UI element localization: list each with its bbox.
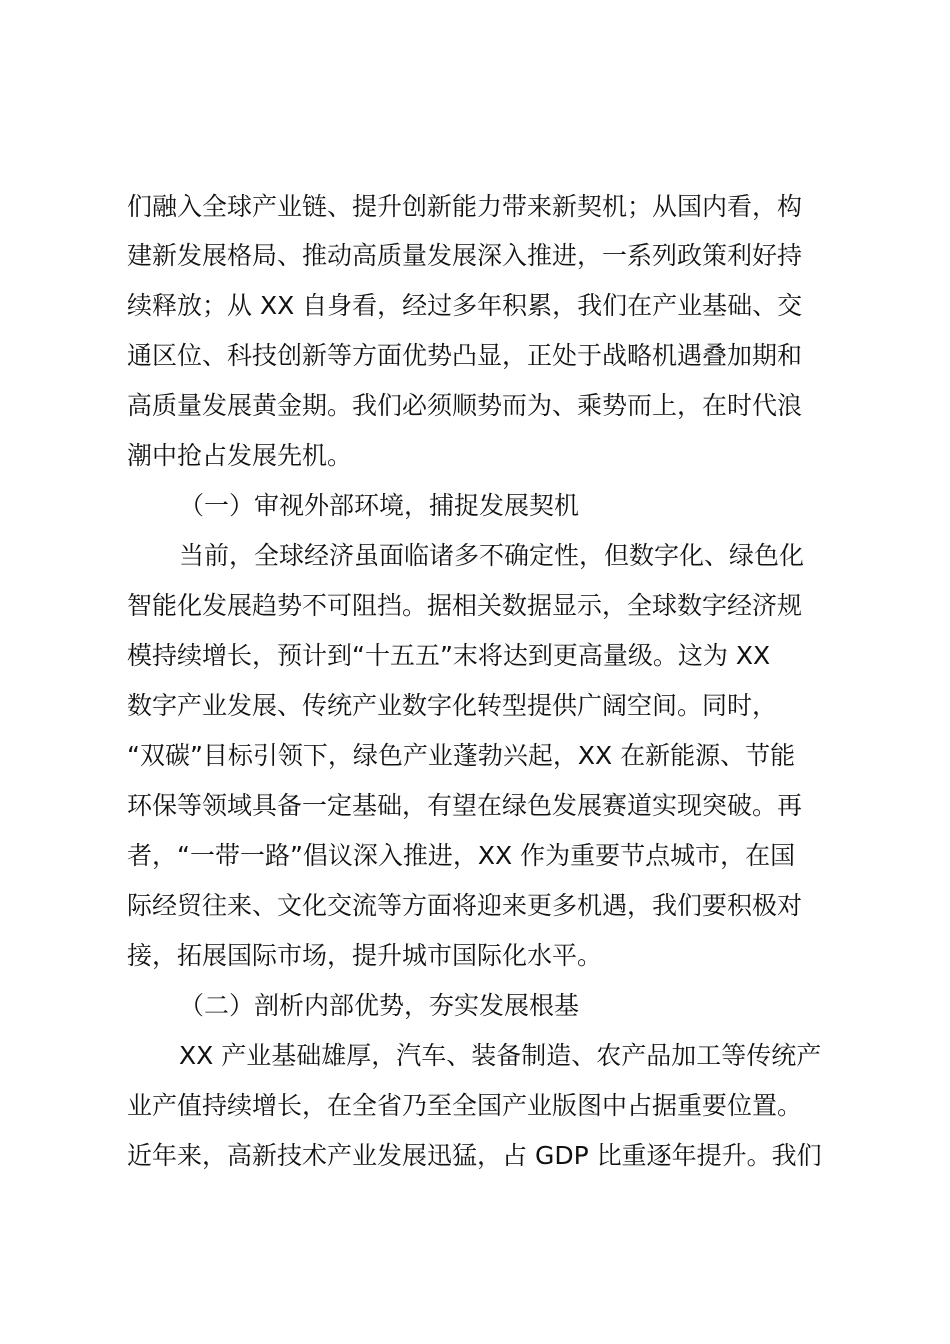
paragraph-line: 潮中抢占发展先机。 [127, 441, 353, 470]
paragraph-line: 当前，全球经济虽面临诸多不确定性，但数字化、绿色化 [179, 541, 805, 570]
paragraph-line: 近年来，高新技术产业发展迅猛，占 GDP 比重逐年提升。我们 [127, 1141, 822, 1170]
section-heading-1: （一）审视外部环境，捕捉发展契机 [179, 491, 580, 520]
paragraph-line: 际经贸往来、文化交流等方面将迎来更多机遇，我们要积极对 [127, 891, 803, 920]
paragraph-line: “双碳”目标引领下，绿色产业蓬勃兴起，XX 在新能源、节能 [127, 741, 796, 770]
paragraph-line: 者，“一带一路”倡议深入推进，XX 作为重要节点城市，在国 [127, 841, 796, 870]
paragraph-line: 续释放；从 XX 自身看，经过多年积累，我们在产业基础、交 [127, 291, 803, 320]
paragraph-line: 们融入全球产业链、提升创新能力带来新契机；从国内看，构 [127, 192, 803, 221]
paragraph-line: 数字产业发展、传统产业数字化转型提供广阔空间。同时， [127, 691, 778, 720]
paragraph-line: 环保等领域具备一定基础，有望在绿色发展赛道实现突破。再 [127, 791, 803, 820]
section-heading-2: （二）剖析内部优势，夯实发展根基 [179, 991, 580, 1020]
paragraph-line: 建新发展格局、推动高质量发展深入推进，一系列政策利好持 [127, 241, 803, 270]
paragraph-line: 接，拓展国际市场，提升城市国际化水平。 [127, 941, 603, 970]
paragraph-line: 模持续增长，预计到“十五五”末将达到更高量级。这为 XX [127, 641, 771, 670]
paragraph-line: XX 产业基础雄厚，汽车、装备制造、农产品加工等传统产 [179, 1041, 822, 1070]
paragraph-line: 通区位、科技创新等方面优势凸显，正处于战略机遇叠加期和 [127, 341, 803, 370]
paragraph-line: 智能化发展趋势不可阻挡。据相关数据显示，全球数字经济规 [127, 591, 803, 620]
paragraph-line: 高质量发展黄金期。我们必须顺势而为、乘势而上，在时代浪 [127, 391, 803, 420]
paragraph-line: 业产值持续增长，在全省乃至全国产业版图中占据重要位置。 [127, 1091, 803, 1120]
